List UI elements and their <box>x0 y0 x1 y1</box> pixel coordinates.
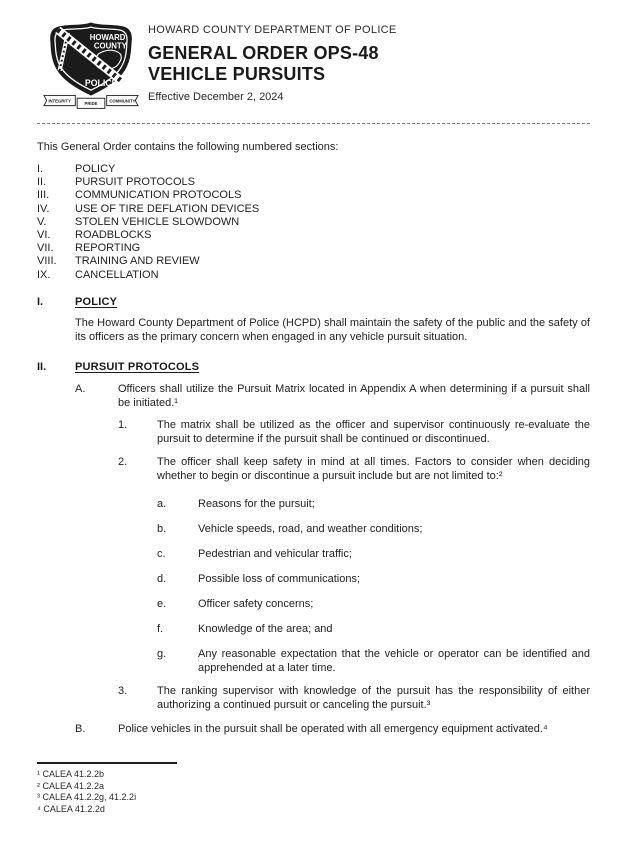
sub-item-1 <box>37 418 590 446</box>
item-text: The matrix shall be utilized as the officer and supervisor continuously re-evaluate the pursuit to determine if the pursuit shall be continued or discontinued. <box>157 418 590 445</box>
footnote-separator <box>37 762 177 764</box>
header-text-block <box>148 20 397 103</box>
item-label: 3. <box>118 684 128 697</box>
item-text: The ranking supervisor with knowledge of the pursuit has the responsibility of either authorizing a continued pursuit or canceling the pursuit.³ <box>157 684 590 711</box>
toc-row <box>37 203 590 216</box>
section-numeral: II. <box>37 360 47 373</box>
toc-label: POLICY <box>75 163 116 175</box>
sub-item-2 <box>37 455 590 483</box>
badge-ribbon <box>44 95 138 108</box>
document-header <box>37 20 590 115</box>
section-pursuit-protocols-heading <box>37 360 590 374</box>
item-text: Officer safety concerns; <box>198 597 314 610</box>
toc-label: CANCELLATION <box>75 268 159 281</box>
toc-label: TRAINING AND REVIEW <box>75 255 200 268</box>
toc-label: ROADBLOCKS <box>75 229 152 242</box>
section-title: POLICY <box>75 295 118 308</box>
factor-item <box>37 522 590 536</box>
indent <box>37 382 75 410</box>
police-badge-svg <box>43 20 139 110</box>
item-label: g. <box>157 647 167 660</box>
indent <box>37 722 75 736</box>
toc-numeral: V. <box>37 215 47 228</box>
toc-row <box>37 242 590 255</box>
footnotes-block <box>37 762 177 815</box>
item-label: A. <box>75 382 86 395</box>
footnote: ³ CALEA 41.2.2g, 41.2.2i <box>37 792 137 802</box>
toc-row <box>37 163 590 176</box>
item-label: 1. <box>118 418 128 431</box>
badge-text-howard: HOWARD <box>89 33 126 43</box>
toc-numeral: I. <box>37 163 44 175</box>
item-text: The officer shall keep safety in mind at all times. Factors to consider when deciding whether to begin or discontinue a pursuit include but are not limited to:² <box>157 455 590 482</box>
policy-paragraph: The Howard County Department of Police (HCPD) shall maintain the safety of the public and the safety of its officers as the primary concern when engaged in any vehicle pursuit situation. <box>75 316 590 343</box>
intro-sentence: This General Order contains the following numbered sections: <box>37 141 339 153</box>
indent <box>37 597 157 611</box>
item-label: B. <box>75 722 86 735</box>
indent <box>37 418 118 446</box>
item-label: f. <box>157 622 164 635</box>
indent <box>37 497 157 511</box>
toc-numeral: VII. <box>37 242 54 255</box>
footnote: ¹ CALEA 41.2.2b <box>37 769 105 779</box>
item-b <box>37 722 590 736</box>
item-label: 2. <box>118 455 128 468</box>
indent <box>37 684 118 712</box>
header-divider <box>37 123 590 124</box>
section-title: PURSUIT PROTOCOLS <box>75 360 200 373</box>
ribbon-text-pride: PRIDE <box>84 101 98 107</box>
indent <box>37 455 118 483</box>
section-policy-heading <box>37 295 590 309</box>
item-text: Vehicle speeds, road, and weather conditions; <box>198 522 423 535</box>
factor-item <box>37 647 590 675</box>
toc-label: REPORTING <box>75 242 141 255</box>
toc-row <box>37 176 590 189</box>
ribbon-text-integrity: INTEGRITY <box>48 98 71 104</box>
factor-item <box>37 547 590 561</box>
toc-label: USE OF TIRE DEFLATION DEVICES <box>75 202 260 215</box>
item-text: Any reasonable expectation that the vehicle or operator can be identified and apprehended at a later time. <box>198 647 590 674</box>
toc-row <box>37 269 590 282</box>
ribbon-text-community: COMMUNITY <box>109 98 136 104</box>
toc-row <box>37 229 590 242</box>
indent <box>37 522 157 536</box>
section-numeral: I. <box>37 295 44 308</box>
item-text: Knowledge of the area; and <box>198 622 333 635</box>
toc-numeral: VIII. <box>37 255 57 268</box>
item-label: b. <box>157 522 167 535</box>
footnote: ⁴ CALEA 41.2.2d <box>37 803 105 814</box>
footnote: ² CALEA 41.2.2a <box>37 780 105 791</box>
indent <box>37 622 157 636</box>
indent <box>37 647 157 675</box>
item-a <box>37 382 590 410</box>
badge-text-county: COUNTY <box>93 41 127 51</box>
sub-item-3 <box>37 684 590 712</box>
factor-item <box>37 497 590 511</box>
indent <box>37 547 157 561</box>
order-title: GENERAL ORDER OPS-48 <box>148 43 379 63</box>
toc-row <box>37 189 590 202</box>
table-of-contents <box>37 163 590 282</box>
item-text: Pedestrian and vehicular traffic; <box>198 547 352 560</box>
factor-item <box>37 622 590 636</box>
toc-numeral: IV. <box>37 202 50 215</box>
toc-numeral: VI. <box>37 229 51 242</box>
factor-item <box>37 572 590 586</box>
toc-numeral: III. <box>37 189 50 202</box>
order-subtitle: VEHICLE PURSUITS <box>148 64 326 84</box>
item-label: e. <box>157 597 167 610</box>
item-text: Possible loss of communications; <box>198 572 361 585</box>
toc-numeral: II. <box>37 176 47 189</box>
department-name: HOWARD COUNTY DEPARTMENT OF POLICE <box>148 24 397 36</box>
factor-item <box>37 597 590 611</box>
item-text: Officers shall utilize the Pursuit Matrix located in Appendix A when determining if a pursuit shall be initiated.¹ <box>118 382 590 409</box>
badge-text-police: POLICE <box>84 78 118 89</box>
toc-numeral: IX. <box>37 268 51 281</box>
item-label: d. <box>157 572 167 585</box>
effective-date: Effective December 2, 2024 <box>148 91 284 103</box>
indent <box>37 572 157 586</box>
item-text: Reasons for the pursuit; <box>198 497 315 510</box>
police-badge-icon <box>43 20 139 115</box>
item-text: Police vehicles in the pursuit shall be operated with all emergency equipment activated.⁴ <box>118 722 548 735</box>
item-label: a. <box>157 497 167 510</box>
toc-label: STOLEN VEHICLE SLOWDOWN <box>75 215 240 228</box>
toc-row <box>37 255 590 268</box>
item-label: c. <box>157 547 166 560</box>
toc-label: COMMUNICATION PROTOCOLS <box>75 189 242 202</box>
toc-label: PURSUIT PROTOCOLS <box>75 176 196 189</box>
toc-row <box>37 216 590 229</box>
